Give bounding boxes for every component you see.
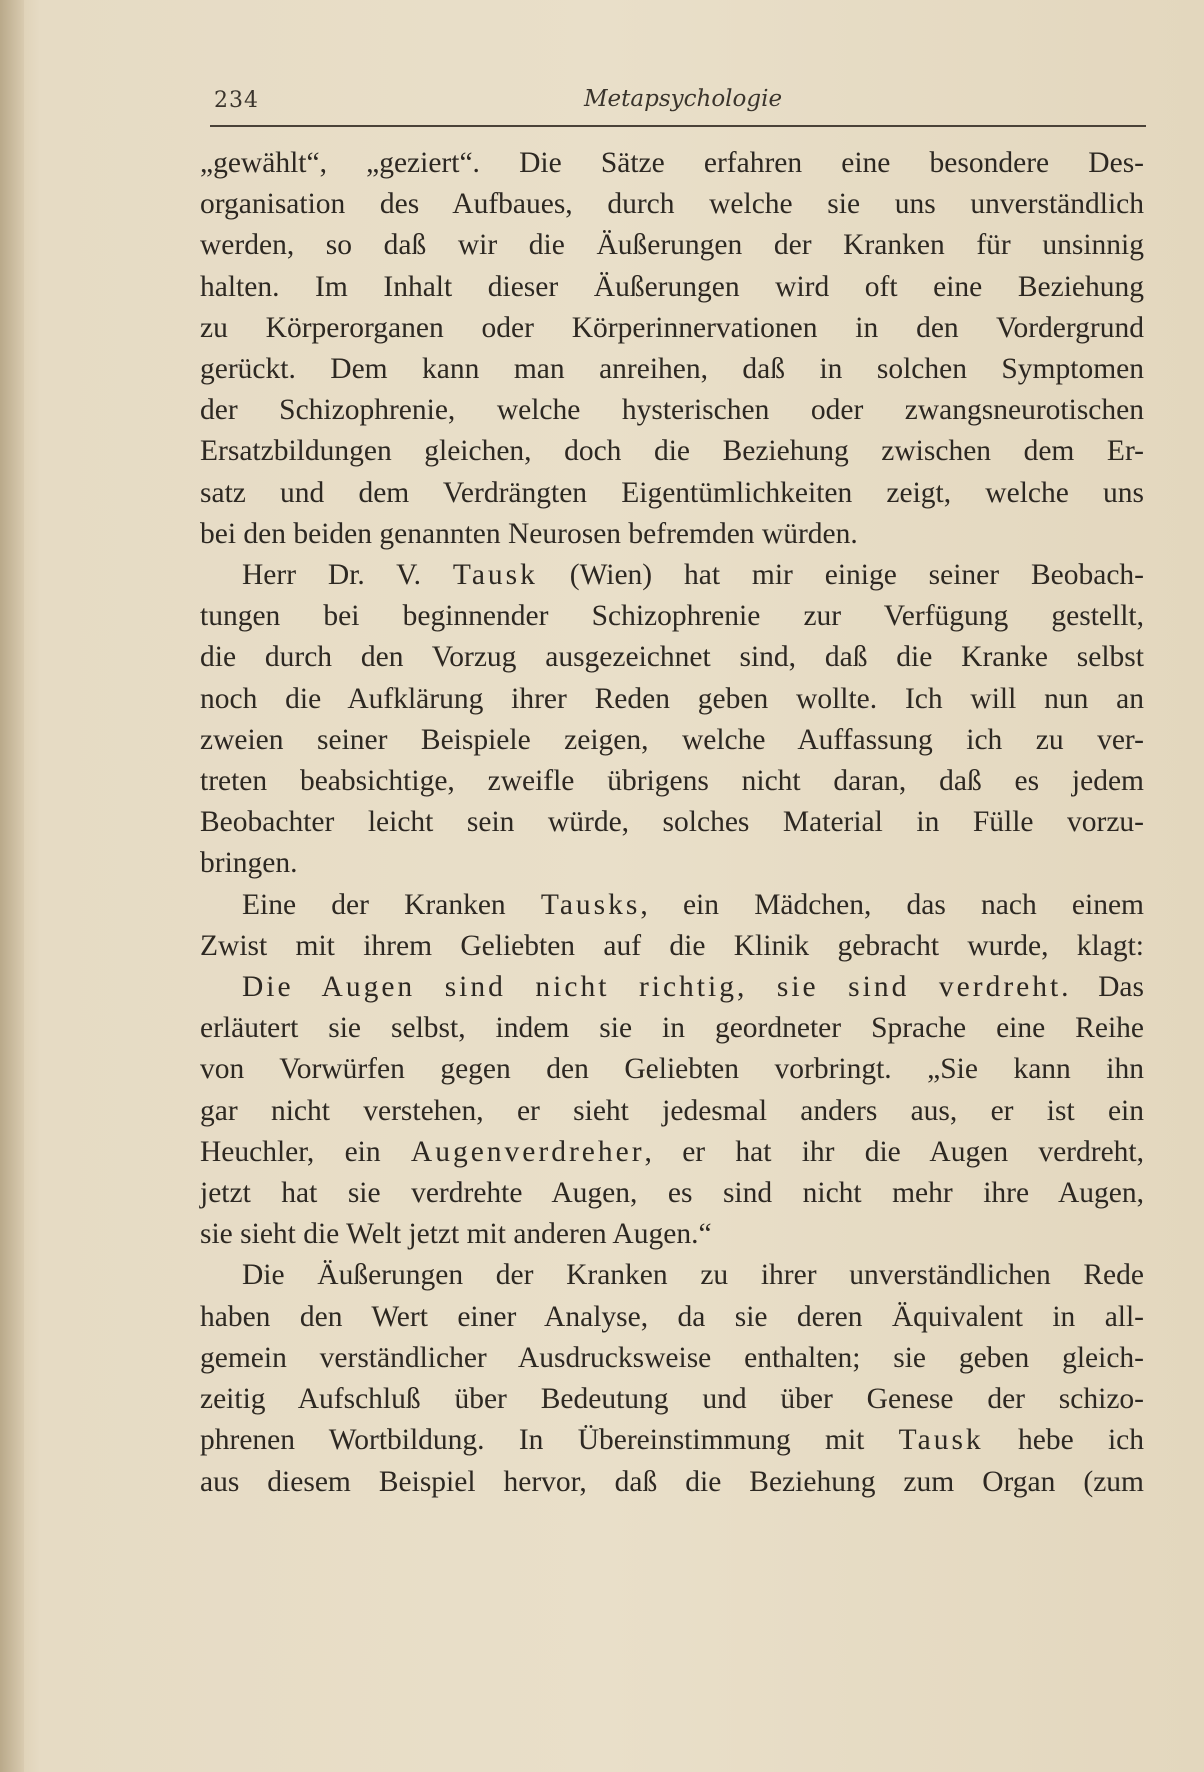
text-line: zu Körperorganen oder Körperinnervationen in den Vordergrund	[200, 311, 1144, 344]
line-text: , er hat ihr die Augen verdreht,	[644, 1135, 1144, 1168]
text-line: erläutert sie selbst, indem sie in geordneter Sprache eine Reihe	[200, 1012, 1144, 1045]
text-line: bei den beiden genannten Neurosen befremden würden.	[200, 517, 858, 550]
text-line: tungen bei beginnender Schizophrenie zur Verfügung gestellt,	[200, 600, 1144, 633]
text-line: von Vorwürfen gegen den Geliebten vorbringt. „Sie kann ihn	[200, 1053, 1144, 1086]
text-line: treten beabsichtige, zweifle übrigens nicht daran, daß es jedem	[200, 765, 1144, 798]
text-line: organisation des Aufbaues, durch welche sie uns unverständlich	[200, 188, 1144, 221]
text-line: noch die Aufklärung ihrer Reden geben wollte. Ich will nun an	[200, 682, 1144, 715]
text-line: jetzt hat sie verdrehte Augen, es sind nicht mehr ihre Augen,	[200, 1177, 1144, 1210]
text-line: satz und dem Verdrängten Eigentümlichkeiten zeigt, welche uns	[200, 476, 1144, 509]
text-line	[200, 1420, 1144, 1461]
text-line	[200, 885, 1144, 926]
text-line: Die Äußerungen der Kranken zu ihrer unverständlichen Rede	[242, 1259, 1144, 1292]
text-line: bringen.	[200, 847, 298, 880]
text-line: Beobachter leicht sein würde, solches Material in Fülle vorzu-	[200, 806, 1144, 839]
text-line	[200, 967, 1144, 1008]
spaced-name: Tausk	[452, 559, 538, 592]
text-line: werden, so daß wir die Äußerungen der Kranken für unsinnig	[200, 229, 1144, 262]
line-text: Eine der Kranken	[242, 888, 541, 921]
line-text: Heuchler, ein	[200, 1135, 411, 1168]
page-header	[214, 86, 1144, 122]
line-text: , ein Mädchen, das nach einem	[640, 888, 1144, 921]
spaced-name: Tausk	[898, 1424, 984, 1457]
running-title: Metapsychologie	[584, 86, 783, 112]
line-text: Herr Dr. V.	[242, 559, 453, 592]
text-line: halten. Im Inhalt dieser Äußerungen wird oft eine Beziehung	[200, 270, 1144, 303]
text-line: gar nicht verstehen, er sieht jedesmal anders aus, er ist ein	[200, 1094, 1144, 1127]
text-line: gerückt. Dem kann man anreihen, daß in solchen Symptomen	[200, 353, 1144, 386]
text-line: zeitig Aufschluß über Bedeutung und über Genese der schizo-	[200, 1383, 1144, 1416]
spaced-word: Augenverdreher	[410, 1135, 645, 1168]
text-line: gemein verständlicher Ausdrucksweise enthalten; sie geben gleich-	[200, 1341, 1144, 1374]
line-text: Das	[1071, 971, 1144, 1004]
text-line: sie sieht die Welt jetzt mit anderen Augen.“	[200, 1218, 712, 1251]
text-line: der Schizophrenie, welche hysterischen oder zwangsneurotischen	[200, 394, 1144, 427]
text-line: zweien seiner Beispiele zeigen, welche Auffassung ich zu ver-	[200, 723, 1144, 756]
line-text: hebe ich	[983, 1424, 1144, 1457]
text-line: aus diesem Beispiel hervor, daß die Beziehung zum Organ (zum	[200, 1465, 1144, 1498]
body-text	[200, 143, 1144, 1503]
line-text: (Wien) hat mir einige seiner Beobach-	[537, 559, 1144, 592]
text-line: Zwist mit ihrem Geliebten auf die Klinik gebracht wurde, klagt:	[200, 929, 1144, 962]
spaced-quote: Die Augen sind nicht richtig, sie sind verdreht.	[242, 971, 1072, 1004]
text-line: haben den Wert einer Analyse, da sie deren Äquivalent in all-	[200, 1300, 1144, 1333]
binding-edge	[0, 0, 24, 1772]
text-line: „gewählt“, „geziert“. Die Sätze erfahren eine besondere Des-	[200, 147, 1144, 179]
text-line	[200, 1132, 1144, 1173]
header-rule	[210, 125, 1146, 127]
text-line	[200, 555, 1144, 596]
page-number: 234	[214, 88, 259, 113]
spaced-name: Tausks	[540, 888, 641, 921]
line-text: phrenen Wortbildung. In Übereinstimmung mit	[200, 1424, 899, 1457]
text-line: die durch den Vorzug ausgezeichnet sind, daß die Kranke selbst	[200, 641, 1144, 674]
text-line: Ersatzbildungen gleichen, doch die Beziehung zwischen dem Er-	[200, 435, 1144, 468]
